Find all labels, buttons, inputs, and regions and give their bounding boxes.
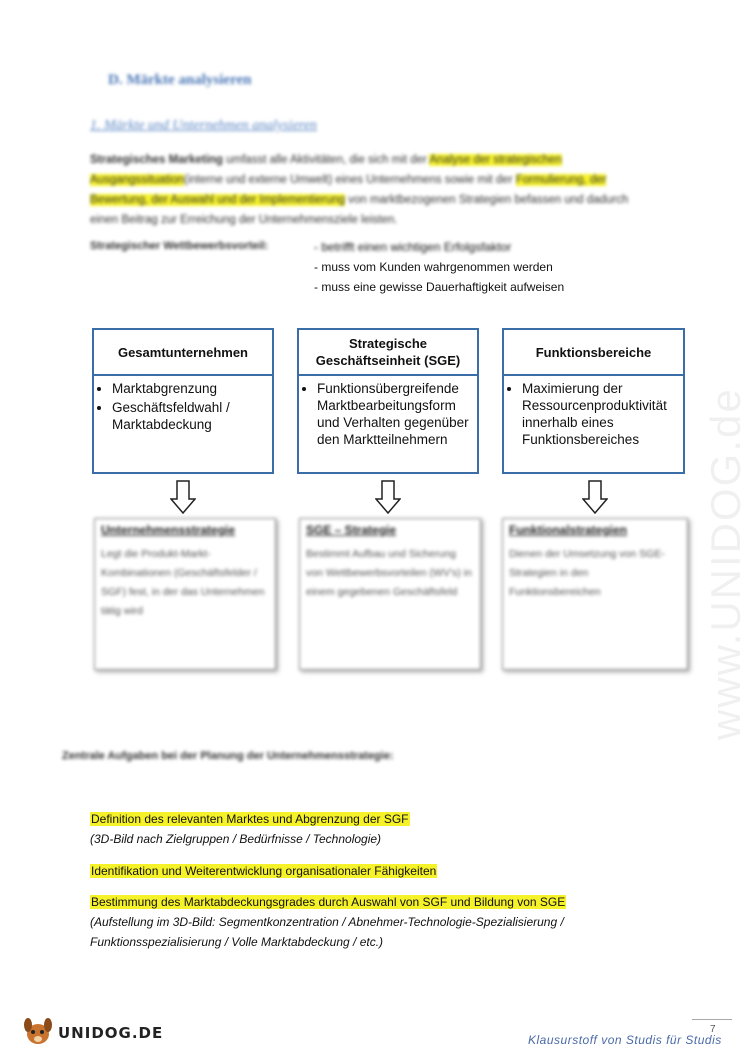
intro-term: Strategisches Marketing <box>90 154 223 166</box>
zentrale-aufgaben-label: Zentrale Aufgaben bei der Planung der Unternehmensstrategie: <box>62 750 394 762</box>
down-arrow-icon <box>582 480 608 514</box>
task-highlight: Bestimmung des Marktabdeckungsgrades durch Auswahl von SGF und Bildung von SGE <box>91 895 566 909</box>
down-arrow-icon <box>170 480 196 514</box>
strategy-box-sge <box>299 518 481 670</box>
page-number: 7 <box>710 1024 716 1035</box>
intro-text-1: umfasst alle Aktivitäten, die sich mit der <box>222 154 430 166</box>
box-title: Funktionsbereiche <box>504 330 683 376</box>
box-title: Strategische Geschäftseinheit (SGE) <box>299 330 477 376</box>
strategy-box-text: Dienen der Umsetzung von SGE-Strategien in den Funktionsbereichen <box>509 548 665 598</box>
subsection-title: 1. Märkte und Unternehmen analysieren <box>90 118 317 133</box>
box-item: • Marktabgrenzung <box>112 380 266 397</box>
intro-text-3: von marktbezogenen Strategien befassen und dadurch einen Beitrag zur Erreichung der Unternehmensziele leisten. <box>90 194 629 226</box>
strategy-box-text: Legt die Produkt-Markt-Kombinationen (Geschäftsfelder / SGF) fest, in der das Unternehmen tätig wird <box>101 548 265 617</box>
wettbewerbsvorteil-point-1: - betrifft einen wichtigen Erfolgsfaktor <box>314 240 512 254</box>
box-list <box>299 380 477 448</box>
box-item: • Maximierung der Ressourcenproduktivität innerhalb eines Funktionsbereiches <box>522 380 677 448</box>
box-title: Gesamtunternehmen <box>94 330 272 376</box>
section-title: D. Märkte analysieren <box>108 72 252 88</box>
strategy-box-unternehmen <box>94 518 276 670</box>
box-funktionsbereiche <box>502 328 685 474</box>
wettbewerbsvorteil-point-2: - muss vom Kunden wahrgenommen werden <box>314 260 553 274</box>
strategy-box-title: SGE – Strategie <box>306 523 397 537</box>
strategy-box-funktional <box>502 518 688 670</box>
wettbewerbsvorteil-label: Strategischer Wettbewerbsvorteil: <box>90 240 269 252</box>
intro-text-2: (interne und externe Umwelt) eines Unternehmens sowie mit der <box>183 174 516 186</box>
task-highlight: Identifikation und Weiterentwicklung organisationaler Fähigkeiten <box>91 864 437 878</box>
footer-divider <box>692 1019 732 1020</box>
intro-paragraph <box>90 150 650 230</box>
task-1-note: (3D-Bild nach Zielgruppen / Bedürfnisse / Technologie) <box>90 832 382 846</box>
footer-text: Klausurstoff von Studis für Studis <box>528 1033 722 1047</box>
box-list <box>94 380 272 433</box>
box-list <box>504 380 683 448</box>
task-highlight: Definition des relevanten Marktes und Abgrenzung der SGF <box>91 812 409 826</box>
intro-highlight-2: Formulierung, der Bewertung, der Auswahl und der Implementierung <box>90 174 607 206</box>
strategy-box-title: Unternehmensstrategie <box>101 523 236 537</box>
logo-text: UNIDOG.DE <box>58 1024 164 1042</box>
task-3-title <box>90 895 566 909</box>
task-1-title <box>90 812 410 826</box>
strategy-box-title: Funktionalstrategien <box>509 523 628 537</box>
task-3-note-2: Funktionsspezialisierung / Volle Marktabdeckung / etc.) <box>90 935 384 949</box>
box-item: • Geschäftsfeldwahl / Marktabdeckung <box>112 399 266 433</box>
task-2-title <box>90 864 437 878</box>
task-3-note: (Aufstellung im 3D-Bild: Segmentkonzentration / Abnehmer-Technologie-Spezialisierung / <box>90 915 564 929</box>
box-item: • Funktionsübergreifende Marktbearbeitungsform und Verhalten gegenüber den Marktteilnehmern <box>317 380 471 448</box>
box-gesamtunternehmen <box>92 328 274 474</box>
down-arrow-icon <box>375 480 401 514</box>
wettbewerbsvorteil-point-3: - muss eine gewisse Dauerhaftigkeit aufweisen <box>314 280 565 294</box>
strategy-box-text: Bestimmt Aufbau und Sicherung von Wettbewerbsvorteilen (WV's) in einem gegebenen Geschäftsfeld <box>306 548 472 598</box>
watermark: www.UNIDOG.de <box>702 387 749 740</box>
intro-highlight-1: Analyse der strategischen Ausgangssituation <box>90 154 562 186</box>
box-sge <box>297 328 479 474</box>
